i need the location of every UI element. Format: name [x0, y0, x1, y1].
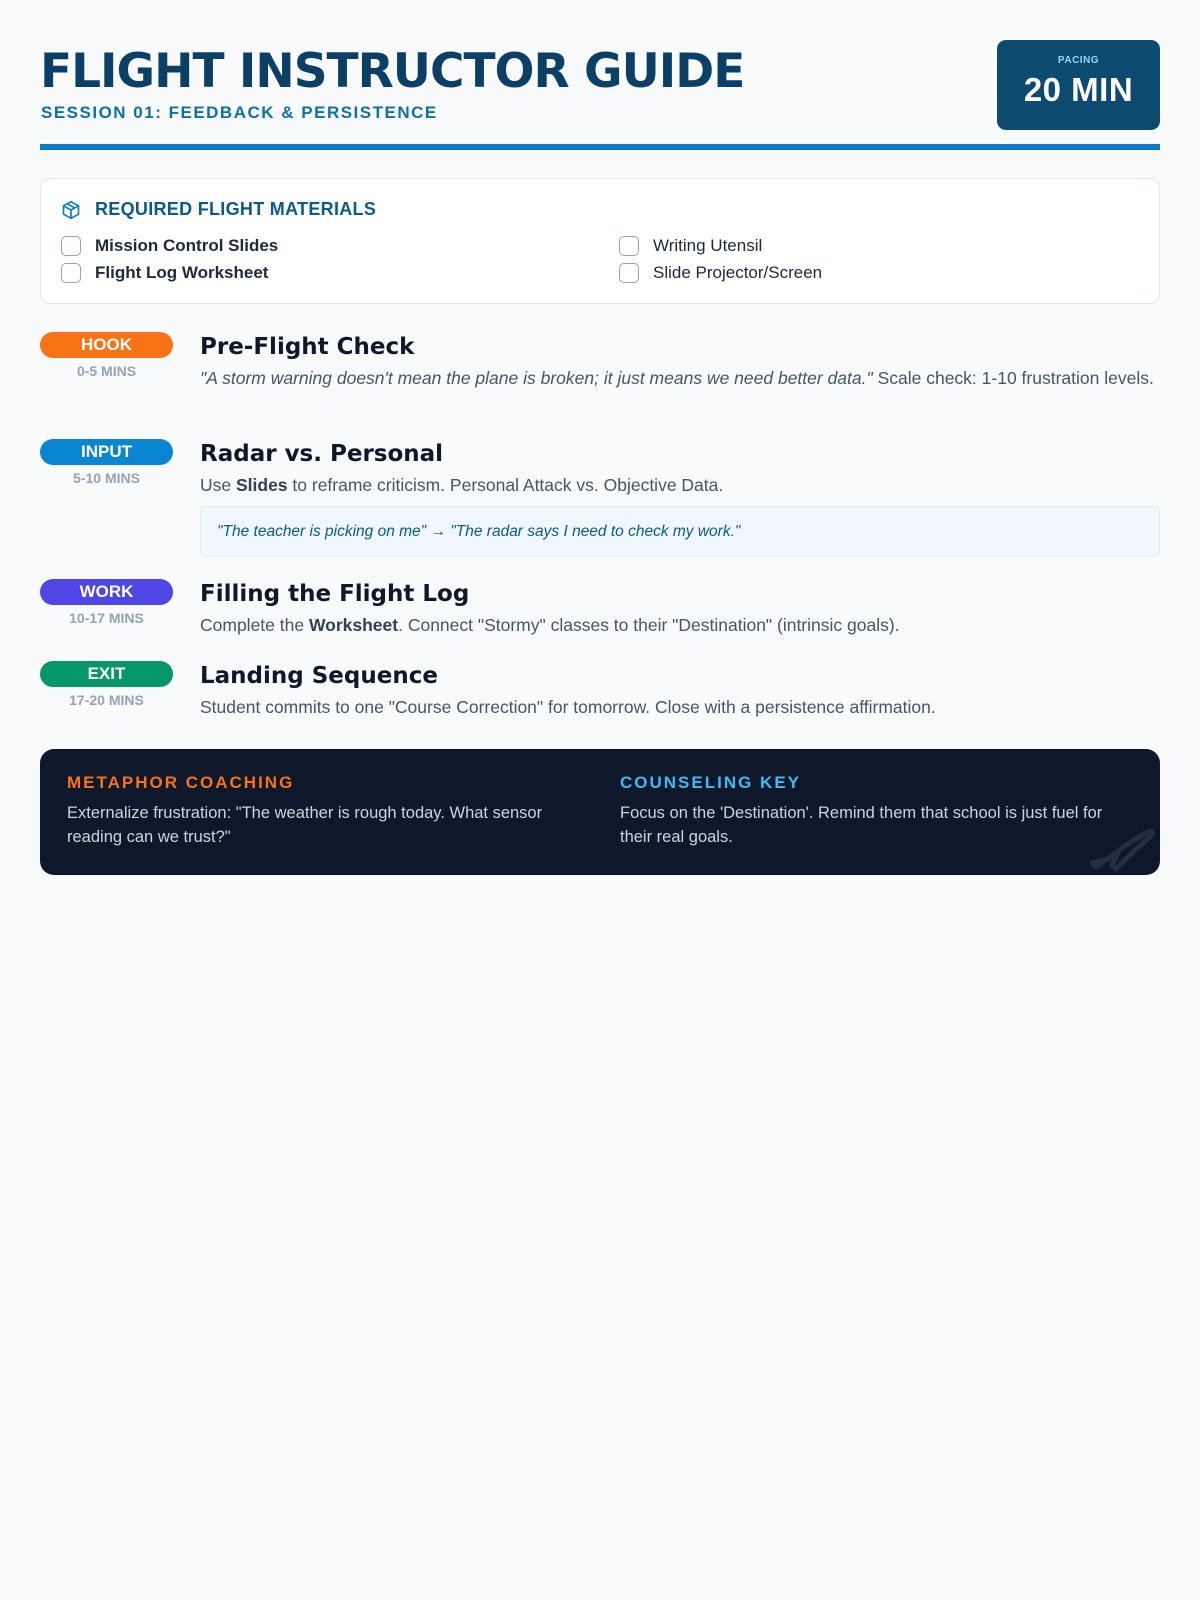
material-item[interactable] [619, 262, 822, 284]
phase-mins: 17-20 MINS [69, 692, 144, 708]
metaphor-text: Externalize frustration: "The weather is rough today. What sensor reading can we trust?" [67, 804, 543, 846]
phase-tag: HOOK [40, 332, 173, 358]
checkbox[interactable] [619, 236, 639, 256]
phase-content [200, 661, 1160, 719]
step-description: Student commits to one "Course Correction" for tomorrow. Close with a persistence affirmation. [200, 697, 936, 717]
material-item[interactable] [61, 235, 278, 257]
step-quote: "A storm warning doesn't mean the plane is broken; it just means we need better data." [200, 368, 873, 388]
step-title: Pre-Flight Check [200, 334, 415, 360]
material-label: Slide Projector/Screen [653, 263, 823, 282]
step-text: Complete the [200, 615, 309, 635]
phase-mins: 0-5 MINS [76, 363, 137, 379]
agenda-row-work [40, 579, 1160, 661]
step-emphasis: Worksheet [308, 615, 399, 635]
step-text: . Connect "Stormy" classes to their "Destination" (intrinsic goals). [398, 615, 900, 635]
phase-mins: 10-17 MINS [69, 610, 144, 626]
pacing-badge [997, 40, 1160, 130]
phase-content [200, 579, 1160, 637]
phase-content [200, 332, 1160, 390]
pacing-label: PACING [1057, 55, 1100, 66]
cube-icon [61, 200, 81, 220]
step-title: Radar vs. Personal [200, 441, 444, 467]
phase-tag: WORK [40, 579, 173, 605]
step-title: Filling the Flight Log [200, 581, 470, 607]
step-text: Scale check: 1-10 frustration levels. [872, 368, 1154, 388]
checkbox[interactable] [619, 263, 639, 283]
agenda-row-hook [40, 332, 1160, 439]
header-divider [40, 144, 1160, 150]
agenda-row-input [40, 439, 1160, 579]
counseling-key [620, 773, 1110, 849]
guide-page [40, 40, 1160, 743]
agenda [40, 332, 1160, 743]
material-label: Writing Utensil [653, 236, 763, 255]
reframe-example: "The teacher is picking on me" → "The radar says I need to check my work." [200, 506, 1160, 557]
material-label: Mission Control Slides [95, 236, 279, 255]
material-label: Flight Log Worksheet [95, 263, 269, 282]
step-description [200, 473, 1160, 497]
material-item[interactable] [619, 235, 762, 257]
airplane-icon [1086, 819, 1156, 873]
pacing-value: 20 MIN [1023, 71, 1134, 108]
phase-tag: EXIT [40, 661, 173, 687]
materials-header [61, 199, 376, 220]
phase-tag: INPUT [40, 439, 173, 465]
materials-title: REQUIRED FLIGHT MATERIALS [95, 199, 377, 219]
checkbox[interactable] [61, 263, 81, 283]
metaphor-coaching [67, 773, 557, 849]
step-text: Use [200, 475, 236, 495]
step-description [200, 366, 1160, 390]
checkbox[interactable] [61, 236, 81, 256]
agenda-row-exit [40, 661, 1160, 743]
step-title: Landing Sequence [200, 663, 438, 689]
phase-content [200, 439, 1160, 557]
step-description [200, 613, 1160, 637]
material-item[interactable] [61, 262, 268, 284]
step-text: to reframe criticism. Personal Attack vs. Objective Data. [287, 475, 724, 495]
coaching-panel [40, 749, 1160, 875]
metaphor-title: METAPHOR COACHING [67, 773, 295, 792]
counseling-text: Focus on the 'Destination'. Remind them that school is just fuel for their real goals. [620, 804, 1103, 846]
materials-card [40, 178, 1160, 304]
session-subtitle: SESSION 01: FEEDBACK & PERSISTENCE [41, 103, 438, 122]
step-emphasis: Slides [235, 475, 288, 495]
header [40, 40, 1160, 150]
counseling-title: COUNSELING KEY [620, 773, 802, 792]
phase-mins: 5-10 MINS [73, 470, 140, 486]
page-title: FLIGHT INSTRUCTOR GUIDE [40, 44, 745, 99]
